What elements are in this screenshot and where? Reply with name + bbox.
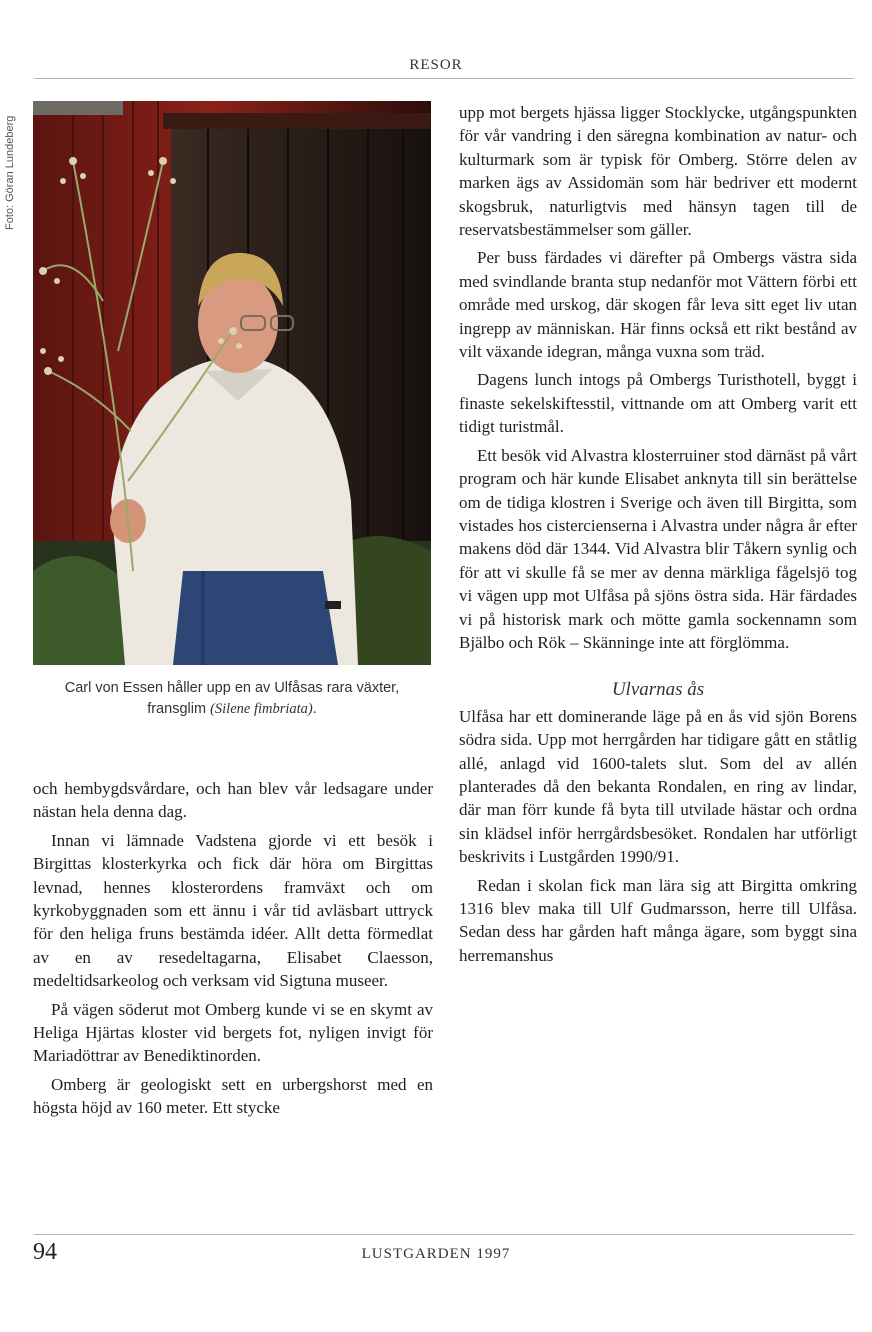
body-paragraph: upp mot bergets hjässa ligger Stocklycke, utgångspunkten för vår vandring i den säregna kombination av natur- och kulturmark som är typisk för Omberg. Större delen av marken ägs av Assidomän som här bedriver ett modernt skogsbruk, naturligtvis med hänsyn tagen till de reservatsbestämmelser som gäller.	[459, 103, 857, 240]
section-subheading: Ulvarnas ås	[611, 679, 705, 701]
body-paragraph: Omberg är geologiskt sett en urbergshorst med en högsta höjd av 160 meter. Ett stycke	[33, 1074, 433, 1118]
photo-credit: Foto: Göran Lundeberg	[4, 115, 16, 230]
caption-latin-name: (Silene fimbriata)	[210, 701, 313, 717]
header-rule	[34, 78, 854, 79]
caption-end: .	[312, 701, 317, 717]
caption-text: Carl von Essen håller upp en av Ulfåsas rara växter, fransglim	[64, 680, 400, 717]
article-photo	[33, 101, 431, 665]
right-column	[459, 101, 857, 972]
body-paragraph: På vägen söderut mot Omberg kunde vi se en skymt av Heliga Hjärtas kloster vid bergets fot, nyligen invigt för Mariadöttrar av Benediktinorden.	[33, 999, 433, 1066]
body-paragraph: Innan vi lämnade Vadstena gjorde vi ett besök i Birgittas klosterkyrka och fick där höra om Birgittas levnad, hennes klosterordens framväxt och om kyrkobyggnaden som ett ännu i vår tid avläsbart uttryck för den heliga fruns bestämda idéer. Allt detta förmedlat av en av resedeltagarna, Elisabet Claesson, medeltidsarkeolog och verksam vid Sigtuna museer.	[33, 830, 433, 991]
section-heading: RESOR	[409, 57, 463, 73]
body-paragraph: Dagens lunch intogs på Ombergs Turisthotell, byggt i finaste sekelskiftesstil, vittnande om att Omberg varit ett tidigt turistmål.	[459, 370, 857, 437]
publication-title: LUSTGARDEN 1997	[361, 1246, 511, 1262]
body-paragraph: Per buss färdades vi därefter på Ombergs västra sida med svindlande branta stup nedanför mot Vättern förbi ett område med urskog, där skogen får leva sitt eget liv utan ingrepp av människan. Här finns också ett rikt bestånd av vilt växande idegran, många vuxna som träd.	[459, 248, 857, 362]
body-paragraph: Ulfåsa har ett dominerande läge på en ås vid sjön Borens södra sida. Upp mot herrgården har tidigare gått en ståtlig allé, anlagd vid 1600-talets slut. Som del av allén planterades då den bekanta Rondalen, en ring av lindar, där man förr kunde få byta till utvilade hästar och ordna sin klädsel inför herrgårdsbesöket. Rondalen har utförligt beskrivits i Lustgården 1990/91.	[459, 706, 857, 867]
body-paragraph: och hembygdsvårdare, och han blev vår ledsagare under nästan hela denna dag.	[33, 779, 433, 822]
footer-rule	[34, 1234, 854, 1235]
photo-caption	[40, 678, 424, 720]
body-paragraph: Redan i skolan fick man lära sig att Birgitta omkring 1316 blev maka till Ulf Gudmarsson, herre till Ulfåsa. Sedan dess har gården haft många ägare, som byggt sina herremanshus	[459, 875, 857, 965]
page-number: 94	[33, 1239, 57, 1265]
left-column	[33, 777, 433, 1125]
body-paragraph: Ett besök vid Alvastra klosterruiner stod därnäst på vårt program och här kunde Elisabet anknyta till sin berättelse om de tidiga klostren i Sverige och även till Birgitta, som vistades hos cistercienserna i Alvastra under några år efter makens död där 1344. Vid Alvastra blir Tåkern synlig och för att vi skulle få se mer av denna märkliga fågelsjö tog vi vägen upp mot Ulfåsa på sjöns östra sida. Här färdades vi på historisk mark och mötte gamla sockennamn som Bjälbo och Rök – Skänninge inte att förglömma.	[459, 445, 857, 652]
